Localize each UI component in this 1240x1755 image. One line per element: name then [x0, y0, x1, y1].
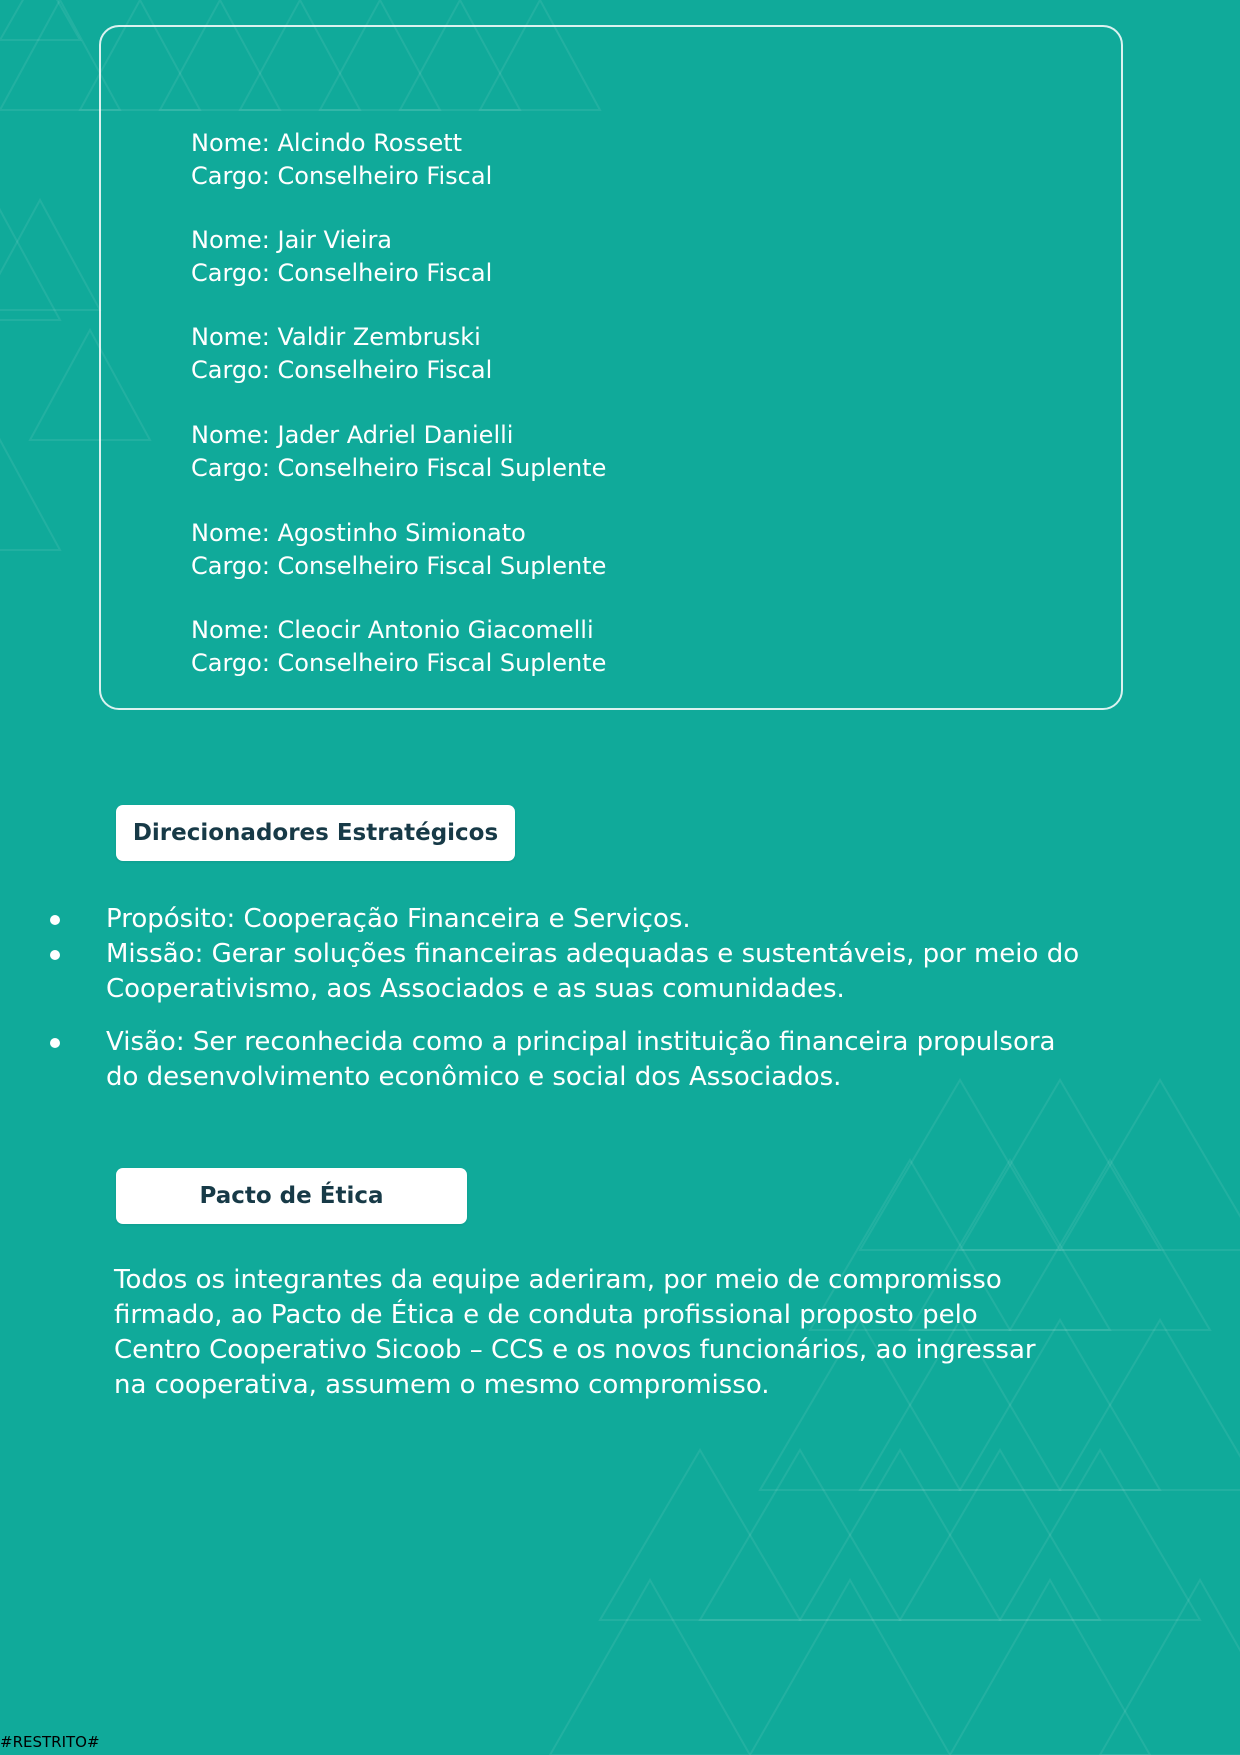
bullet-icon: [50, 1038, 60, 1048]
paragraph-line: firmado, ao Pacto de Ética e de conduta profissional proposto pelo: [114, 1300, 978, 1330]
member-role: Cargo: Conselheiro Fiscal: [191, 162, 493, 190]
member-role: Cargo: Conselheiro Fiscal Suplente: [191, 552, 607, 580]
member-name: Nome: Agostinho Simionato: [191, 519, 526, 547]
member-entry: [191, 127, 492, 193]
bullet-icon: [50, 915, 60, 925]
bullet-line: do desenvolvimento econômico e social dos Associados.: [106, 1062, 842, 1092]
section-label-pacto-etica: Pacto de Ética: [116, 1168, 467, 1224]
bullet-line: Visão: Ser reconhecida como a principal instituição financeira propulsora: [106, 1027, 1056, 1057]
bullet-line: Cooperativismo, aos Associados e as suas comunidades.: [106, 974, 845, 1004]
member-entry: [191, 614, 606, 680]
member-entry: [191, 321, 492, 387]
section-label-direcionadores: Direcionadores Estratégicos: [116, 805, 515, 861]
member-role: Cargo: Conselheiro Fiscal: [191, 356, 493, 384]
pacto-etica-paragraph: [114, 1263, 1044, 1403]
bullet-item-proposito: [106, 902, 1106, 937]
member-role: Cargo: Conselheiro Fiscal: [191, 259, 493, 287]
member-role: Cargo: Conselheiro Fiscal Suplente: [191, 649, 607, 677]
paragraph-line: na cooperativa, assumem o mesmo compromisso.: [114, 1370, 770, 1400]
bullet-icon: [50, 950, 60, 960]
member-entry: [191, 224, 492, 290]
classification-tag: #RESTRITO#: [0, 1733, 100, 1751]
paragraph-line: Todos os integrantes da equipe aderiram, por meio de compromisso: [114, 1265, 1002, 1295]
member-entry: [191, 517, 606, 583]
member-name: Nome: Valdir Zembruski: [191, 323, 481, 351]
member-role: Cargo: Conselheiro Fiscal Suplente: [191, 454, 607, 482]
member-name: Nome: Cleocir Antonio Giacomelli: [191, 616, 594, 644]
bullet-item-missao: [106, 937, 1106, 1007]
member-name: Nome: Jair Vieira: [191, 226, 393, 254]
bullet-line: Missão: Gerar soluções financeiras adequadas e sustentáveis, por meio do: [106, 939, 1080, 969]
member-entry: [191, 419, 606, 485]
bullet-item-visao: [106, 1025, 1106, 1095]
member-name: Nome: Alcindo Rossett: [191, 129, 463, 157]
paragraph-line: Centro Cooperativo Sicoob – CCS e os novos funcionários, ao ingressar: [114, 1335, 1036, 1365]
bullet-line: Propósito: Cooperação Financeira e Serviços.: [106, 904, 691, 934]
member-name: Nome: Jader Adriel Danielli: [191, 421, 514, 449]
